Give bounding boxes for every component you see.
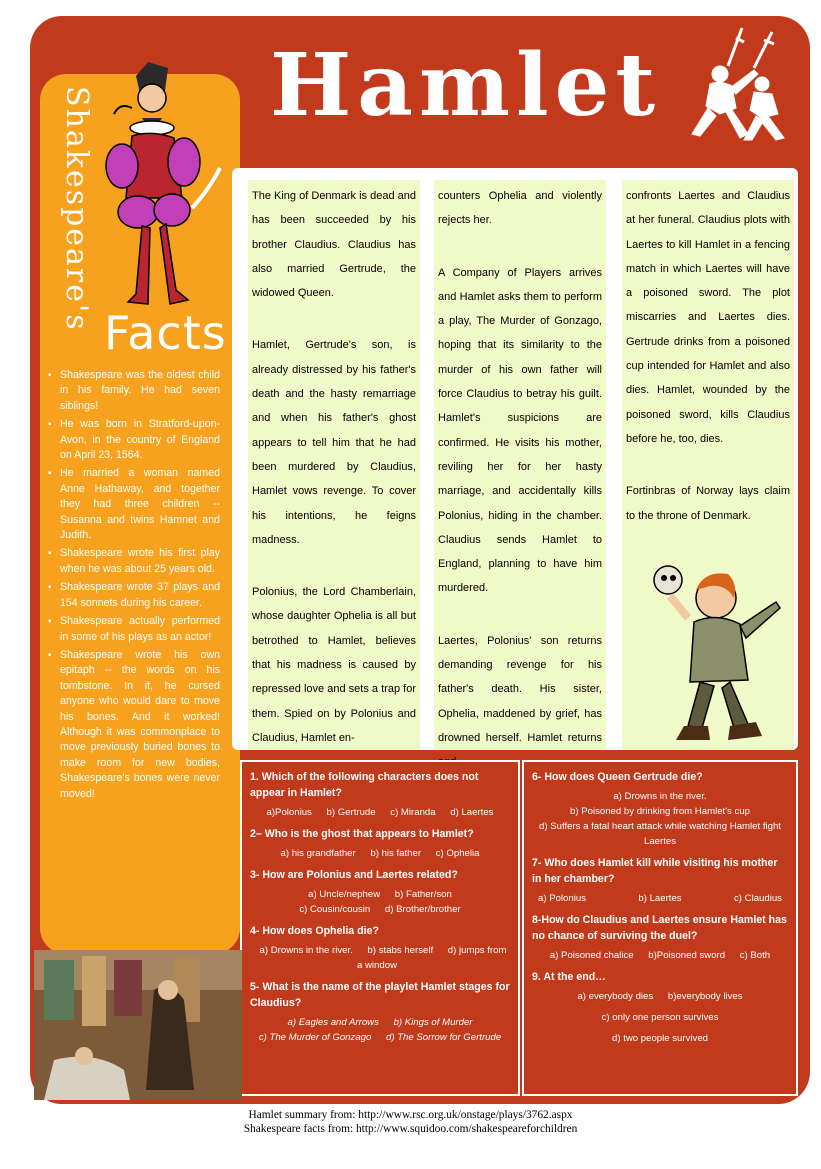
quiz-option: d) jumps from a window: [357, 945, 507, 971]
quiz-option: b) Kings of Murder: [393, 1017, 473, 1028]
quiz-option: d) The Sorrow for Gertrude: [386, 1032, 502, 1043]
quiz-option: c) Both: [739, 950, 771, 961]
quiz-option: a) Uncle/nephew: [308, 889, 381, 900]
quiz-option: d) Brother/brother: [384, 904, 461, 915]
facts-vertical-title: Shakespeare's: [59, 86, 94, 332]
quiz-option: a) Polonius: [538, 893, 586, 904]
fact-item: ▪ He was born in Stratford-upon-Avon, in the country of England on April 23, 1564.: [48, 417, 220, 463]
quiz-question: 2– Who is the ghost that appears to Hamlet?: [250, 828, 474, 840]
fact-item: ▪ Shakespeare actually performed in some of his plays as an actor!: [48, 614, 220, 645]
quiz-options: [532, 948, 788, 963]
fencer-icon: [680, 22, 790, 142]
footer-line: Hamlet summary from: http://www.rsc.org.uk/onstage/plays/3762.aspx: [248, 1109, 573, 1121]
story-paragraph: Laertes, Polonius' son returns demanding revenge for his father's death. His sister, Ophelia, maddened by grief, has drowned herself. Hamlet returns: [438, 634, 602, 744]
quiz-options: [250, 805, 510, 820]
story-column-1: [248, 180, 420, 750]
quiz-option: b) his father: [370, 848, 422, 859]
quiz-option: c) Miranda: [390, 807, 436, 818]
quiz-option: b) Poisoned by drinking from Hamlet's cup: [570, 806, 750, 817]
fact-item: ▪ He married a woman named Anne Hathaway, and together they had three children -- Susanna and twins Hamnet and Judith.: [48, 466, 220, 543]
quiz-options: [250, 887, 510, 917]
quiz-option: a) his grandfather: [280, 848, 356, 859]
quiz-question: 8-How do Claudius and Laertes ensure Hamlet has no chance of surviving the duel?: [532, 914, 787, 942]
quiz-option: a)Polonius: [266, 807, 312, 818]
facts-heading: Facts: [104, 306, 227, 360]
quiz-question: 1. Which of the following characters does not appear in Hamlet?: [250, 771, 479, 799]
quiz-question: 6- How does Queen Gertrude die?: [532, 771, 703, 783]
quiz-option: a) Drowns in the river.: [259, 945, 353, 956]
footer-credits: [0, 1108, 821, 1136]
quiz-question: 9. At the end…: [532, 971, 606, 983]
shakespeare-cartoon-icon: [92, 58, 240, 322]
facts-list: [48, 368, 220, 805]
story-paragraph: Hamlet, Gertrude's son, is already distressed by his father's death and the hasty remarriage and when his father's ghost appears to tell him that he had been murdered by Claudius, Hamlet vows revenge. To cover his intentions, he feigns madness.: [252, 339, 416, 546]
quiz-options: [250, 943, 510, 973]
quiz-question: 4- How does Ophelia die?: [250, 925, 379, 937]
quiz-option: a) Poisoned chalice: [549, 950, 634, 961]
quiz-options: [250, 1015, 510, 1045]
quiz-question: 7- Who does Hamlet kill while visiting his mother in her chamber?: [532, 857, 778, 885]
quiz-option: b)Poisoned sword: [648, 950, 726, 961]
hamlet-with-skull-icon: [630, 540, 798, 750]
quiz-option: d) Suffers a fatal heart attack while watching Hamlet fight Laertes: [539, 821, 781, 847]
quiz-question: 3- How are Polonius and Laertes related?: [250, 869, 458, 881]
quiz-option: d) two people survived: [612, 1033, 708, 1044]
story-paragraph: Polonius, the Lord Chamberlain, whose daughter Ophelia is all but betrothed to Hamlet, believes that his madness is caused by repressed love and sets a trap for them. Spied on by Polonius and Claudius, Hamlet en-: [252, 586, 416, 744]
quiz-options: [532, 989, 788, 1046]
quiz-option: b) Gertrude: [326, 807, 376, 818]
quiz-options: [250, 846, 510, 861]
quiz-option: b) Laertes: [638, 893, 682, 904]
quiz-option: b) stabs herself: [367, 945, 434, 956]
quiz-option: a) Drowns in the river.: [613, 791, 707, 802]
quiz-option: a) everybody dies: [577, 991, 654, 1002]
quiz-option: c) Cousin/cousin: [299, 904, 371, 915]
story-paragraph: confronts Laertes and Claudius at her funeral. Claudius plots with Laertes to kill Hamlet in a fencing match in which Laertes will have a poisoned sword. The plot miscarries and Laertes dies. Gertrude drinks from a poisoned cup intended for Hamlet and also dies. Hamlet, wounded by the poisoned sword, kills Claudius before he, too, dies.: [626, 190, 790, 445]
quiz-options: [532, 789, 788, 849]
fact-item: ▪ Shakespeare wrote his own epitaph -- the words on his tombstone. In it, he cursed anyone who would dare to move his bones. And it worked! Although it was commonplace to move previously buried bones to make room for new bodies, Shakespeare's bones were never moved!: [48, 648, 220, 802]
quiz-options: [532, 891, 788, 906]
quiz-option: d) Laertes: [450, 807, 494, 818]
quiz-option: c) The Murder of Gonzago: [258, 1032, 372, 1043]
quiz-option: a) Eagles and Arrows: [287, 1017, 379, 1028]
fact-item: ▪ Shakespeare wrote 37 plays and 154 sonnets during his career.: [48, 580, 220, 611]
quiz-option: c) Claudius: [733, 893, 782, 904]
footer-line: Shakespeare facts from: http://www.squidoo.com/shakespeareforchildren: [243, 1123, 578, 1135]
quiz-question: 5- What is the name of the playlet Hamlet stages for Claudius?: [250, 981, 510, 1009]
quiz-left-box: [240, 760, 520, 1096]
quiz-option: b) Father/son: [394, 889, 452, 900]
quiz-option: c) only one person survives: [601, 1012, 719, 1023]
story-paragraph: counters Ophelia and violently rejects her.: [438, 190, 602, 227]
quiz-right-box: [522, 760, 798, 1096]
page-title: Hamlet: [270, 35, 662, 136]
fact-item: ▪ Shakespeare was the oldest child in his family. He had seven siblings!: [48, 368, 220, 414]
story-column-2: [434, 180, 606, 750]
story-paragraph: Fortinbras of Norway lays claim to the throne of Denmark.: [626, 485, 790, 522]
story-paragraph: The King of Denmark is dead and has been succeeded by his brother Claudius. Claudius has also married Gertrude, the widowed Queen.: [252, 190, 416, 300]
quiz-option: c) Ophelia: [435, 848, 480, 859]
hamlet-painting-image: [34, 950, 242, 1100]
fact-item: ▪ Shakespeare wrote his first play when he was about 25 years old.: [48, 546, 220, 577]
story-paragraph: A Company of Players arrives and Hamlet asks them to perform a play, The Murder of Gonzago, hoping that its similarity to the murder of his own father will force Claudius to betray his guilt. Hamlet's suspicions are confirmed. He visits his mother, reviling her for her hasty marriage, and accidentally kills Polonius, hiding in the chamber. Claudius sends Hamlet to England, planning to have him murdered.: [438, 266, 602, 595]
quiz-option: b)everybody lives: [667, 991, 743, 1002]
